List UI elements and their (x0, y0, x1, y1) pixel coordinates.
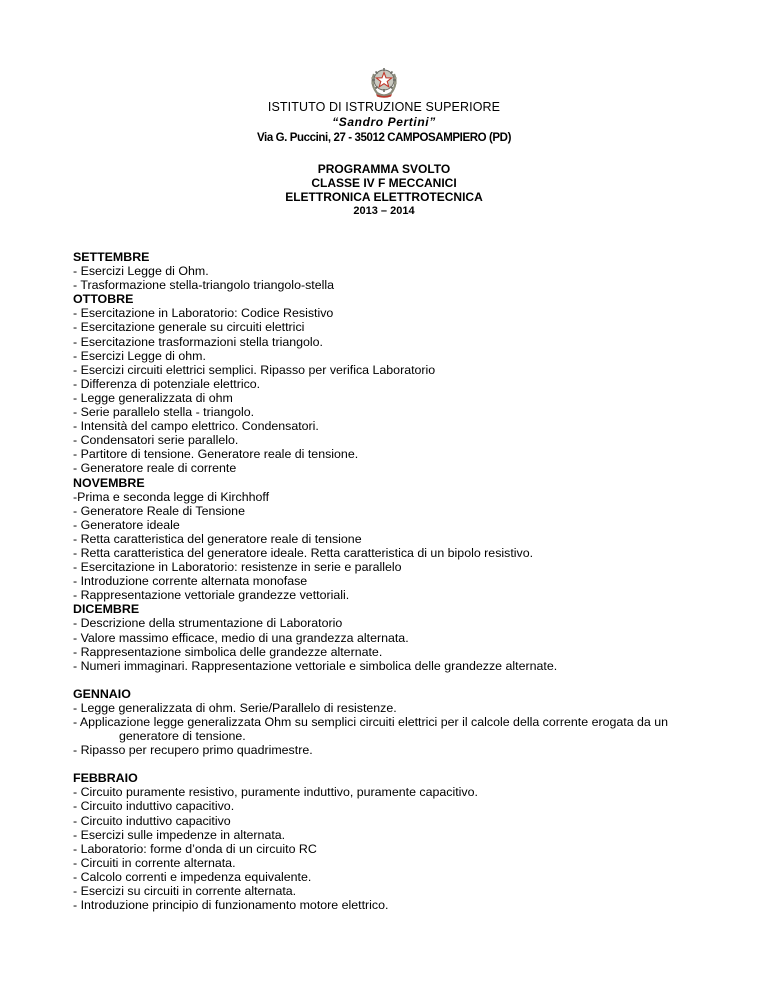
list-item: - Esercizi sulle impedenze in alternata. (73, 827, 286, 842)
month-heading: NOVEMBRE (73, 475, 145, 490)
list-item: - Introduzione corrente alternata monofase (73, 574, 308, 589)
list-item: - Circuiti in corrente alternata. (73, 855, 236, 870)
program-content (73, 250, 733, 912)
list-item: - Generatore reale di corrente (73, 461, 237, 476)
list-item: - Partitore di tensione. Generatore reale di tensione. (73, 447, 359, 462)
month-heading: SETTEMBRE (73, 250, 150, 264)
program-header (0, 162, 768, 218)
italian-republic-emblem-icon (368, 64, 400, 98)
list-item: - Numeri immaginari. Rappresentazione vettoriale e simbolica delle grandezze alternate. (73, 658, 558, 673)
list-item: - Introduzione principio di funzionamento motore elettrico. (73, 898, 389, 913)
section-spacer (73, 673, 733, 687)
list-item: - Intensità del campo elettrico. Condensatori. (73, 419, 319, 434)
list-item: -Prima e seconda legge di Kirchhoff (73, 489, 270, 504)
list-item: - Esercitazione generale su circuiti elettrici (73, 320, 305, 335)
list-item: - Retta caratteristica del generatore reale di tensione (73, 531, 362, 546)
list-item: - Rappresentazione vettoriale grandezze vettoriali. (73, 588, 350, 603)
program-subject: ELETTRONICA ELETTROTECNICA (285, 190, 483, 204)
list-item: - Trasformazione stella-triangolo triangolo-stella (73, 278, 335, 293)
list-item: - Esercizi Legge di ohm. (73, 348, 206, 363)
list-item: - Circuito puramente resistivo, puramente induttivo, puramente capacitivo. (73, 785, 478, 800)
month-section-dicembre (73, 602, 733, 672)
list-item: - Valore massimo efficace, medio di una grandezza alternata. (73, 630, 409, 645)
month-section-ottobre (73, 292, 733, 475)
list-item: - Esercizi Legge di Ohm. (73, 264, 209, 279)
program-title: PROGRAMMA SVOLTO (317, 162, 451, 176)
list-item: - Esercitazione in Laboratorio: Codice Resistivo (73, 306, 334, 321)
list-item: - Esercitazione in Laboratorio: resistenze in serie e parallelo (73, 560, 402, 575)
school-name: “Sandro Pertini” (332, 115, 436, 129)
list-item: - Applicazione legge generalizzata Ohm su semplici circuiti elettrici per il calcole della corrente erogata da un (73, 715, 669, 729)
section-spacer (73, 757, 733, 771)
school-address: Via G. Puccini, 27 - 35012 CAMPOSAMPIERO (PD) (256, 132, 512, 144)
list-item: - Circuito induttivo capacitivo (73, 813, 231, 828)
list-item: - Rappresentazione simbolica delle grandezze alternate. (73, 644, 383, 659)
list-item: - Descrizione della strumentazione di Laboratorio (73, 616, 343, 631)
month-heading: OTTOBRE (73, 292, 134, 307)
program-year: 2013 – 2014 (353, 205, 415, 217)
list-item: - Retta caratteristica del generatore ideale. Retta caratteristica di un bipolo resistivo. (73, 545, 534, 560)
month-section-febbraio (73, 771, 733, 912)
month-heading: GENNAIO (73, 686, 131, 701)
month-heading: FEBBRAIO (73, 771, 138, 786)
program-class: CLASSE IV F MECCANICI (311, 176, 457, 190)
list-item: - Circuito induttivo capacitivo. (73, 799, 235, 814)
list-item: - Ripasso per recupero primo quadrimestre. (73, 743, 313, 758)
month-section-gennaio (73, 687, 733, 757)
institute-name: ISTITUTO DI ISTRUZIONE SUPERIORE (267, 100, 501, 114)
list-item-continuation: generatore di tensione. (119, 729, 246, 744)
list-item: - Legge generalizzata di ohm. Serie/Parallelo di resistenze. (73, 700, 397, 715)
list-item: - Condensatori serie parallelo. (73, 433, 239, 448)
month-heading: DICEMBRE (73, 602, 140, 617)
month-section-settembre (73, 250, 733, 292)
list-item: - Laboratorio: forme d’onda di un circuito RC (73, 841, 317, 856)
list-item: - Serie parallelo stella - triangolo. (73, 405, 255, 420)
list-item: - Calcolo correnti e impedenza equivalente. (73, 869, 312, 884)
month-section-novembre (73, 476, 733, 603)
list-item: - Esercitazione trasformazioni stella triangolo. (73, 334, 323, 349)
list-item: - Legge generalizzata di ohm (73, 390, 233, 405)
list-item: - Generatore ideale (73, 517, 180, 532)
list-item: - Esercizi circuiti elettrici semplici. Ripasso per verifica Laboratorio (73, 362, 436, 377)
list-item: - Esercizi su circuiti in corrente alternata. (73, 884, 297, 899)
list-item: - Differenza di potenziale elettrico. (73, 376, 261, 391)
list-item: - Generatore Reale di Tensione (73, 503, 245, 518)
school-header (0, 99, 768, 146)
